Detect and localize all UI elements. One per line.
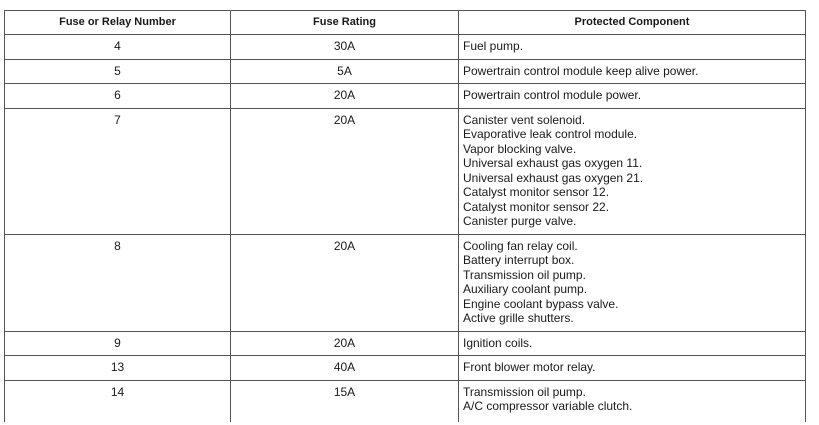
table-row [5, 108, 806, 234]
component-line: Fuel pump. [463, 39, 524, 53]
component-line: Universal exhaust gas oxygen 11. [463, 156, 643, 170]
component-line: Catalyst monitor sensor 22. [463, 199, 610, 214]
table-row [5, 35, 806, 60]
header-fuse-number: Fuse or Relay Number [5, 11, 231, 35]
component-line: Auxiliary coolant pump. [463, 282, 588, 296]
fuse-rating-cell: 30A [231, 35, 459, 60]
component-line: Universal exhaust gas oxygen 21. [463, 170, 644, 185]
table-row [5, 380, 806, 422]
header-fuse-rating: Fuse Rating [231, 11, 459, 35]
fuse-number-cell: 5 [5, 59, 231, 84]
protected-component-cell [459, 35, 806, 60]
component-line: Catalyst monitor sensor 12. [463, 185, 610, 199]
protected-component-cell [459, 356, 806, 381]
table-row [5, 84, 806, 109]
component-line: Canister vent solenoid. [463, 112, 586, 127]
fuse-rating-cell: 20A [231, 108, 459, 234]
fuse-number-cell: 7 [5, 108, 231, 234]
fuse-rating-cell: 40A [231, 356, 459, 381]
component-line: Cooling fan relay coil. [463, 238, 578, 253]
table-row [5, 331, 806, 356]
component-line: Engine coolant bypass valve. [463, 296, 619, 311]
fuse-rating-cell: 5A [231, 59, 459, 84]
protected-component-cell [459, 59, 806, 84]
fuse-rating-cell: 15A [231, 380, 459, 422]
component-line: Transmission oil pump. [463, 267, 586, 282]
protected-component-cell [459, 380, 806, 422]
component-line: Ignition coils. [463, 335, 533, 350]
table-row [5, 356, 806, 381]
fuse-number-cell: 9 [5, 331, 231, 356]
fuse-number-cell: 14 [5, 380, 231, 422]
fuse-number-cell: 4 [5, 35, 231, 60]
fuse-rating-cell: 20A [231, 84, 459, 109]
protected-component-cell [459, 108, 806, 234]
component-line: Vapor blocking valve. [463, 141, 577, 156]
fuse-number-cell: 6 [5, 84, 231, 109]
table-row [5, 234, 806, 331]
table-body [5, 35, 806, 422]
fuse-table [4, 10, 806, 422]
table-row [5, 59, 806, 84]
component-line: Canister purge valve. [463, 214, 577, 228]
component-line: Active grille shutters. [463, 311, 574, 325]
header-protected-component: Protected Component [459, 11, 806, 35]
component-line: Evaporative leak control module. [463, 127, 638, 141]
component-line: Powertrain control module keep alive power. [463, 63, 699, 78]
component-line: A/C compressor variable clutch. [463, 399, 633, 413]
fuse-rating-cell: 20A [231, 234, 459, 331]
fuse-number-cell: 13 [5, 356, 231, 381]
component-line: Front blower motor relay. [463, 360, 596, 374]
component-line: Battery interrupt box. [463, 253, 575, 267]
component-line: Transmission oil pump. [463, 384, 586, 399]
protected-component-cell [459, 331, 806, 356]
component-line: Powertrain control module power. [463, 88, 642, 102]
protected-component-cell [459, 84, 806, 109]
fuse-number-cell: 8 [5, 234, 231, 331]
table-header-row [5, 11, 806, 35]
protected-component-cell [459, 234, 806, 331]
fuse-rating-cell: 20A [231, 331, 459, 356]
